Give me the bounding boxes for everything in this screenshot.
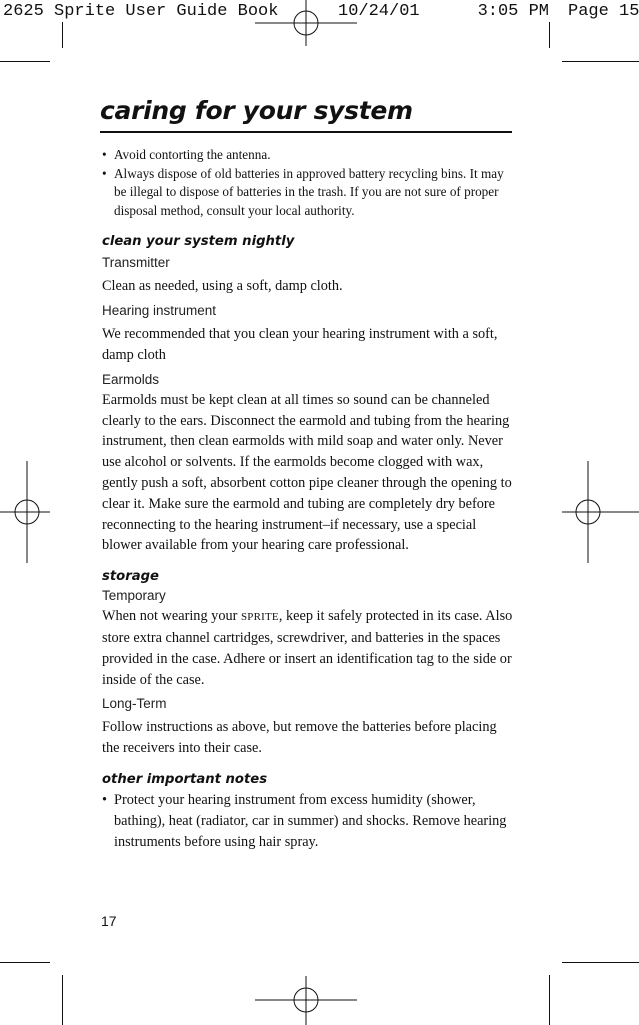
subheading-hearing-instrument: Hearing instrument: [102, 303, 217, 319]
page-content: [102, 146, 514, 852]
bullet-text: Avoid contorting the antenna.: [114, 147, 271, 162]
page-title: caring for your system: [100, 96, 413, 125]
earmolds-text: Earmolds must be kept clean at all times so sound can be channeled clearly to the ears. Disconnect the earmold and tubing from the hearing instrument, then clean earmolds with mild soap and water only. Never use alcohol or solvents. If the earmolds become clogged with wax, gently push a soft, absorbent cotton pipe cleaner through the opening to clear it. Make sure the earmold and tubing are completely dry before reconnecting to the hearing instrument–if necessary, use a special blower available from your hearing care professional.: [102, 391, 512, 554]
list-item: [102, 790, 514, 852]
section-heading-storage: storage: [102, 569, 159, 585]
hearing-instrument-text: We recommended that you clean your hearing instrument with a soft, damp cloth: [102, 326, 498, 363]
notes-bullet-list: [102, 790, 514, 852]
slug-date: 10/24/01: [338, 2, 420, 21]
registration-target-bottom: [255, 974, 357, 1025]
crop-mark: [549, 22, 550, 48]
crop-mark: [62, 975, 63, 1025]
subheading-earmolds: Earmolds: [102, 371, 160, 387]
temporary-text-start: When not wearing your: [102, 608, 241, 625]
crop-mark: [0, 962, 50, 963]
registration-target-left: [0, 461, 50, 563]
subheading-transmitter: Transmitter: [102, 255, 170, 271]
title-rule: [100, 131, 512, 133]
section-heading-clean: clean your system nightly: [102, 234, 295, 250]
crop-mark: [562, 962, 639, 963]
crop-mark: [549, 975, 550, 1025]
temporary-text: [102, 606, 514, 690]
subheading-long-term: Long-Term: [102, 696, 167, 712]
bullet-glyph: •: [102, 165, 107, 181]
intro-bullet-list: [102, 146, 514, 220]
brand-name: SPRITE: [240, 611, 279, 624]
crop-mark: [62, 22, 63, 48]
page-number: 17: [101, 913, 117, 929]
bullet-glyph: •: [102, 147, 107, 162]
long-term-text: Follow instructions as above, but remove the batteries before placing the receivers into their case.: [102, 719, 497, 757]
registration-target-top: [255, 0, 357, 48]
slug-time: 3:05 PM: [474, 2, 550, 22]
crop-mark: [0, 61, 50, 62]
bullet-text: Always dispose of old batteries in approved battery recycling bins. It may be illegal to dispose of batteries in the trash. If you are not sure of proper disposal method, consult your local authority.: [114, 165, 504, 218]
list-item: [102, 146, 514, 165]
slug-file: 2625 Sprite User Guide Book: [3, 2, 279, 21]
section-heading-notes: other important notes: [102, 771, 268, 787]
list-item: [102, 165, 514, 221]
subheading-temporary: Temporary: [102, 588, 166, 604]
slug-page: Page 15: [568, 2, 639, 21]
bullet-text: Protect your hearing instrument from excess humidity (shower, bathing), heat (radiator, car in summer) and shocks. Remove hearing instruments before using hair spray.: [114, 791, 507, 850]
temporary-text-end: , keep it safely protected in its case. Also store extra channel cartridges, screwdriver, and batteries in the spaces provided in the case. Adhere or insert an identification tag to the side or inside of the case.: [102, 608, 513, 688]
registration-target-right: [562, 461, 639, 563]
bullet-glyph: •: [102, 791, 108, 808]
crop-mark: [562, 61, 639, 62]
transmitter-text: Clean as needed, using a soft, damp cloth.: [102, 278, 343, 295]
